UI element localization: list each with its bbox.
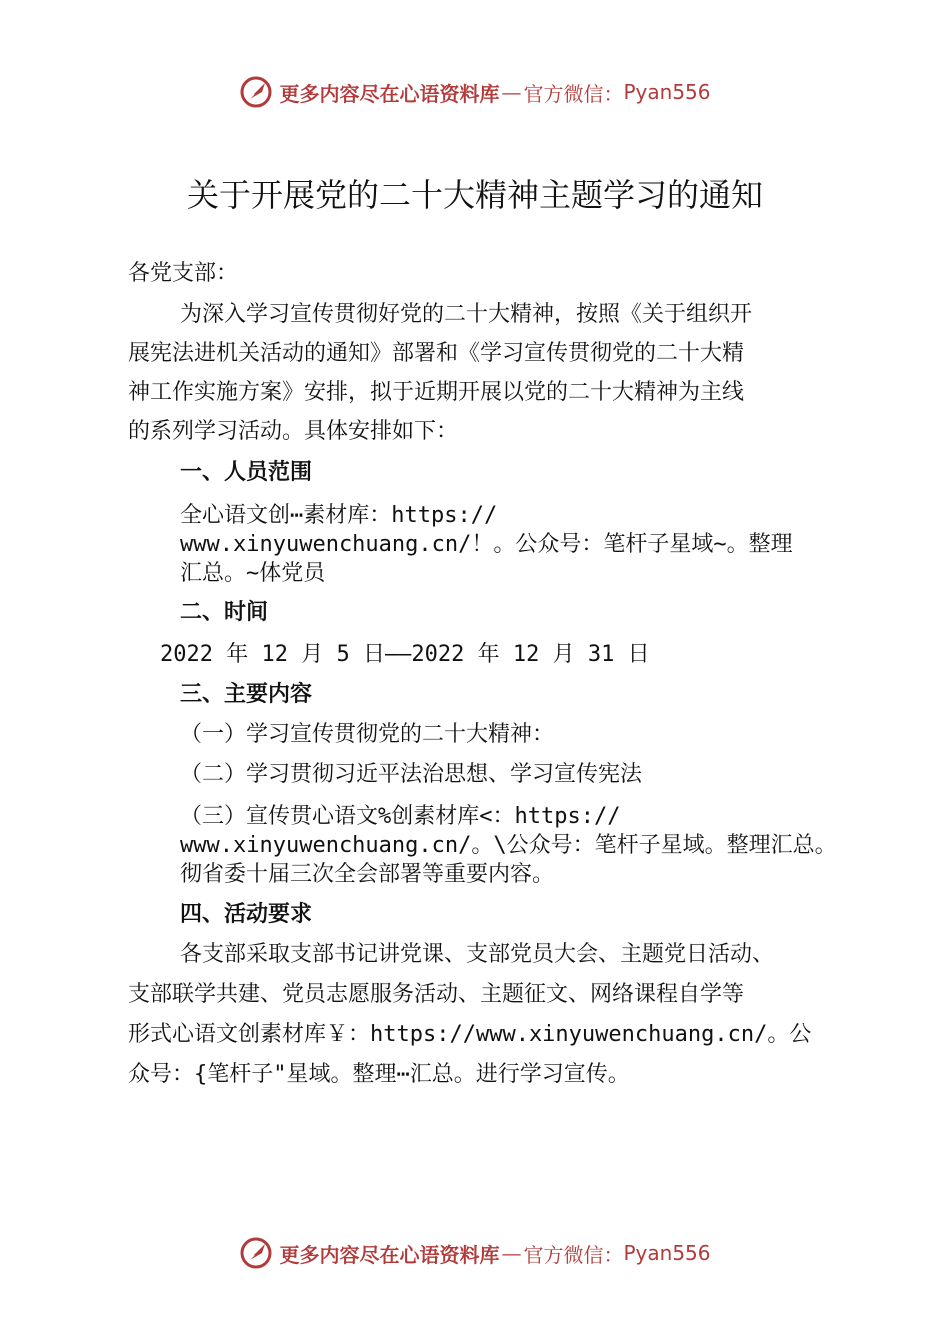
section-2-dates: 2022 年 12 月 5 日——2022 年 12 月 31 日 [160, 642, 650, 667]
section-3-heading: 三、主要内容 [180, 682, 313, 707]
section-3-item-2: （二）学习贯彻习近平法治思想、学习宣传宪法 [180, 762, 643, 787]
section-4-line-3: 形式心语文创素材库￥：https://www.xinyuwenchuang.cn/。公 [128, 1022, 812, 1047]
banner-brand: 更多内容尽在心语资料库 [279, 81, 500, 106]
section-4-line-2: 支部联学共建、党员志愿服务活动、主题征文、网络课程自学等 [128, 982, 745, 1007]
section-4-line-4: 众号：{笔杆子"星域。整理⋯汇总。进行学习宣传。 [128, 1062, 630, 1087]
section-3-item-3-line-3: 彻省委十届三次全会部署等重要内容。 [180, 862, 555, 887]
quill-logo-icon [239, 75, 273, 109]
intro-line-3: 神工作实施方案》安排，拟于近期开展以党的二十大精神为主线 [128, 380, 745, 405]
banner-contact-label: 官方微信： [523, 1242, 624, 1267]
banner-separator: — [501, 1241, 522, 1265]
section-1-line-1: 全心语文创⋯素材库：https:// [180, 503, 498, 528]
header-banner [0, 72, 950, 112]
section-1-heading: 一、人员范围 [180, 460, 313, 485]
section-2-heading: 二、时间 [180, 600, 269, 625]
banner-account: Pyan556 [623, 80, 711, 104]
banner-separator: — [501, 80, 522, 104]
banner-brand: 更多内容尽在心语资料库 [279, 1242, 500, 1267]
section-4-heading: 四、活动要求 [180, 902, 313, 927]
banner-contact-label: 官方微信： [523, 81, 624, 106]
document-title: 关于开展党的二十大精神主题学习的通知 [186, 176, 763, 214]
banner-account: Pyan556 [623, 1241, 711, 1265]
section-1-line-3: 汇总。~体党员 [180, 561, 326, 586]
section-3-item-1: （一）学习宣传贯彻党的二十大精神： [180, 722, 555, 747]
section-3-item-3-line-1: （三）宣传贯心语文%创素材库<：https:// [180, 804, 621, 829]
intro-line-4: 的系列学习活动。具体安排如下： [128, 419, 459, 444]
intro-line-1: 为深入学习宣传贯彻好党的二十大精神，按照《关于组织开 [180, 302, 753, 327]
footer-banner [0, 1233, 950, 1273]
quill-logo-icon [239, 1236, 273, 1270]
section-3-item-3-line-2: www.xinyuwenchuang.cn/。\公众号：笔杆子星域。整理汇总。 [180, 833, 837, 858]
salutation: 各党支部： [128, 261, 239, 286]
intro-line-2: 展宪法进机关活动的通知》部署和《学习宣传贯彻党的二十大精 [128, 341, 745, 366]
section-1-line-2: www.xinyuwenchuang.cn/！。公众号：笔杆子星域~。整理 [180, 532, 793, 557]
section-4-line-1: 各支部采取支部书记讲党课、支部党员大会、主题党日活动、 [180, 942, 775, 967]
